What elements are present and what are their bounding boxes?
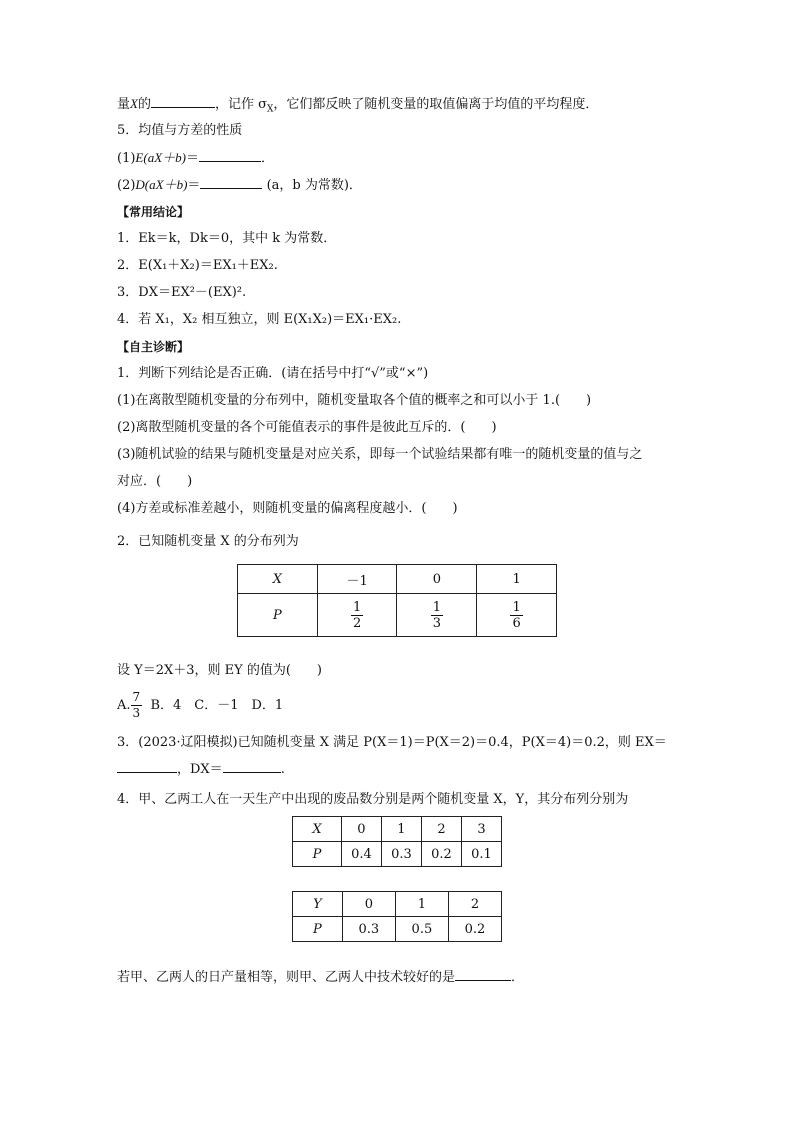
question-4: 4．甲、乙两工人在一天生产中出现的废品数分别是两个随机变量 X，Y，其分布列分别为 [117, 792, 629, 807]
table-cell: 0.4 [341, 842, 381, 867]
text: ，它们都反映了随机变量的取值偏离于均值的平均程度． [273, 97, 599, 112]
text: ＝ [185, 151, 199, 166]
numerator: 1 [512, 599, 521, 615]
text: 的 [137, 97, 151, 112]
table-cell: 0.5 [395, 917, 448, 942]
table-cell [293, 817, 342, 842]
table-cell: 3 [461, 817, 501, 842]
conclusion-4: 4．若 X₁，X₂ 相互独立，则 E(X₁X₂)＝EX₁·EX₂. [117, 312, 402, 327]
numerator: 1 [352, 599, 362, 615]
text: ，DX＝ [177, 762, 223, 777]
denominator: 2 [352, 615, 362, 631]
fill-blank[interactable] [200, 176, 262, 189]
conclusion-2: 2．E(X₁＋X₂)＝EX₁＋EX₂. [117, 258, 278, 273]
question-1-item-4: (4)方差或标准差越小，则随机变量的偏离程度越小．( ) [117, 501, 458, 516]
text: . [280, 762, 285, 777]
table-cell: 0.1 [461, 842, 501, 867]
cell-text: X [272, 571, 282, 587]
question-2: 2．已知随机变量 X 的分布列为 [117, 534, 299, 549]
question-3-cont [117, 760, 285, 780]
table-row [238, 565, 557, 594]
fraction [510, 600, 522, 631]
table-cell: －1 [317, 565, 397, 594]
fraction [131, 690, 143, 721]
table-row [293, 917, 502, 942]
fill-blank[interactable] [199, 149, 261, 162]
table-cell [477, 594, 557, 637]
property-2 [117, 175, 362, 196]
question-1-item-1: (1)在离散型随机变量的分布列中，随机变量取各个值的概率之和可以小于 1.( ) [117, 393, 592, 408]
distribution-table-x [292, 816, 502, 867]
table-cell [317, 594, 397, 637]
heading-self-diagnosis: 【自主诊断】 [117, 340, 190, 354]
question-1-item-3-cont: 对应．( ) [117, 474, 193, 489]
text: (1) [117, 151, 136, 166]
table-cell [397, 594, 477, 637]
table-cell: 0.2 [448, 917, 501, 942]
heading-common-conclusions: 【常用结论】 [117, 205, 190, 219]
table-row [238, 594, 557, 637]
cell-text: Y [313, 896, 322, 912]
table-cell: 1 [395, 892, 448, 917]
table-cell: 0 [341, 817, 381, 842]
table-cell: 2 [421, 817, 461, 842]
question-2-options [117, 690, 283, 721]
denominator: 6 [512, 615, 521, 631]
table-cell [238, 594, 318, 637]
text: D(aX＋b) [135, 177, 188, 192]
text: 量 [117, 97, 131, 112]
fraction [431, 600, 443, 631]
table-cell: 0.2 [421, 842, 461, 867]
table-cell: 0 [397, 565, 477, 594]
fill-blank[interactable] [117, 760, 177, 773]
fill-blank[interactable] [455, 968, 511, 981]
table-cell: 0.3 [381, 842, 421, 867]
options-text: B．4 C．－1 D．1 [150, 698, 284, 713]
fill-blank[interactable] [223, 760, 281, 773]
text: ＝ [187, 178, 201, 193]
question-1: 1．判断下列结论是否正确．(请在括号中打“√”或“×”) [117, 366, 429, 381]
table-cell: 1 [477, 565, 557, 594]
question-3: 3．(2023·辽阳模拟)已知随机变量 X 满足 P(X＝1)＝P(X＝2)＝0.4，P(X＝4)＝0.2，则 EX＝ [117, 735, 667, 750]
table-cell: 2 [448, 892, 501, 917]
table-cell: 0.3 [342, 917, 395, 942]
property-1 [117, 148, 274, 169]
table-cell: 0 [342, 892, 395, 917]
text: 若甲、乙两人的日产量相等，则甲、乙两人中技术较好的是 [117, 970, 456, 985]
numerator: 1 [432, 599, 441, 615]
line-std-dev [117, 94, 598, 120]
table-cell: 1 [381, 817, 421, 842]
table-row [293, 817, 502, 842]
distribution-table-y [292, 891, 502, 942]
conclusion-1: 1．Ek＝k，Dk＝0，其中 k 为常数． [117, 231, 337, 246]
table-cell [293, 842, 342, 867]
table-cell [293, 892, 343, 917]
table-row [293, 892, 502, 917]
question-4-ask [117, 968, 524, 988]
denominator: 3 [432, 615, 441, 631]
table-row [293, 842, 502, 867]
text: ． [511, 970, 525, 985]
cell-text: X [312, 821, 322, 837]
text: X [267, 104, 274, 115]
text: ，记作 σ [214, 97, 267, 112]
text: X [130, 96, 138, 111]
cell-text: P [272, 607, 282, 623]
text: (2) [117, 178, 136, 193]
question-1-item-2: (2)离散型随机变量的各个可能值表示的事件是彼此互斥的．( ) [117, 420, 497, 435]
cell-text: P [313, 921, 322, 937]
question-2-ask: 设 Y＝2X＋3，则 EY 的值为( ) [117, 663, 322, 678]
numerator: 7 [132, 690, 141, 704]
table-cell [238, 565, 318, 594]
text: ． [260, 151, 274, 166]
cell-text: P [312, 846, 322, 862]
section-5-title: 5．均值与方差的性质 [117, 123, 243, 138]
fraction [351, 600, 363, 631]
denominator: 3 [132, 706, 141, 720]
conclusion-3: 3．DX＝EX²－(EX)². [117, 285, 247, 300]
distribution-table-q2 [237, 564, 557, 637]
text: (a，b 为常数)． [266, 178, 362, 193]
option-a-label: A. [117, 698, 131, 713]
text: E(aX＋b) [135, 150, 186, 165]
fill-blank[interactable] [151, 95, 215, 108]
question-1-item-3: (3)随机试验的结果与随机变量是对应关系，即每一个试验结果都有唯一的随机变量的值与之 [117, 447, 643, 462]
table-cell [293, 917, 343, 942]
